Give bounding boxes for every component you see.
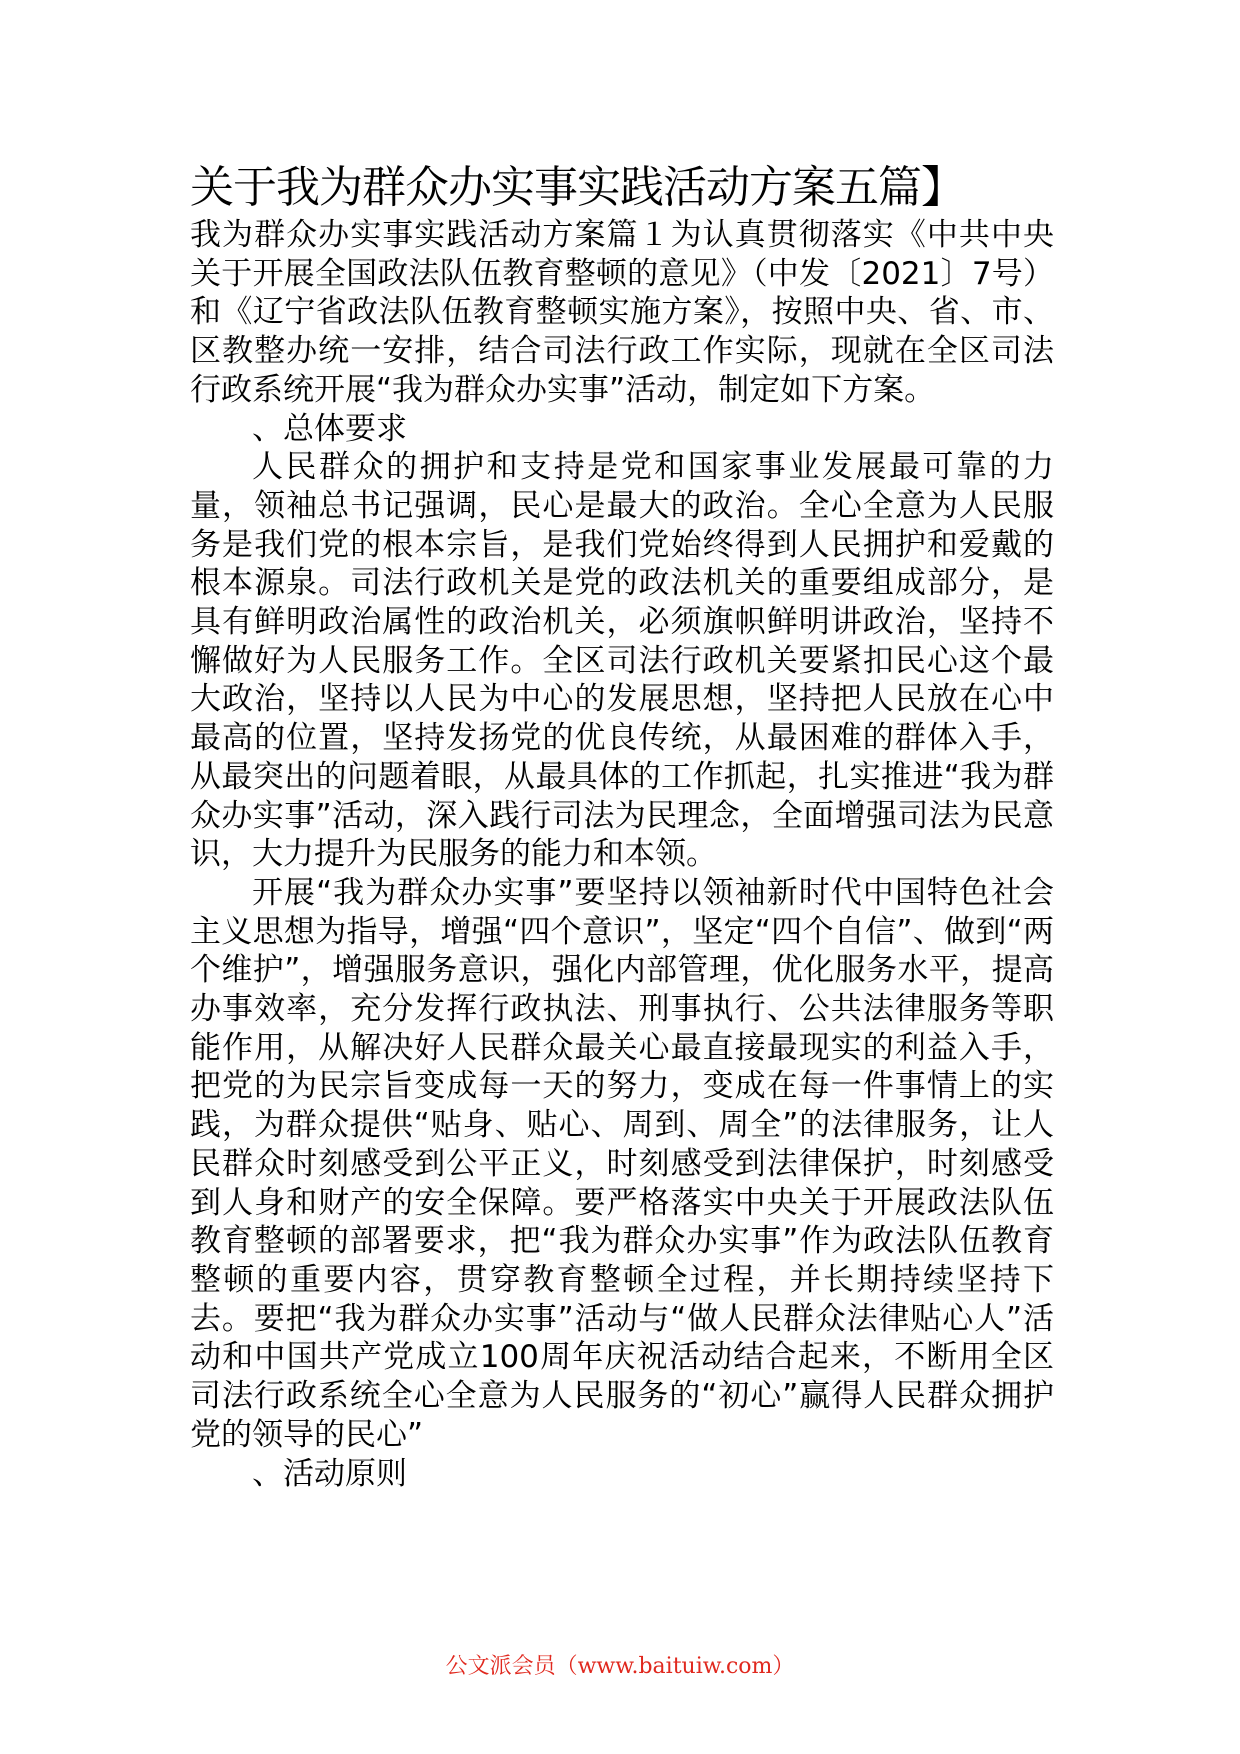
document-body xyxy=(190,160,1054,1493)
section-heading-principles: 、活动原则 xyxy=(252,1455,407,1492)
document-title: 关于我为群众办实事实践活动方案五篇】 xyxy=(190,162,964,213)
body-paragraph-2: 开展“我为群众办实事”要坚持以领袖新时代中国特色社会主义思想为指导，增强“四个意识”，坚定“四个自信”、做到“两个维护”，增强服务意识，强化内部管理，优化服务水平，提高办事效率，充分发挥行政执法、刑事执行、公共法律服务等职能作用，从解决好人民群众最关心最直接最现实的利益入手，把党的为民宗旨变成每一天的努力，变成在每一件事情上的实践，为群众提供“贴身、贴心、周到、周全”的法律服务，让人民群众时刻感受到公平正义，时刻感受到法律保护，时刻感受到人身和财产的安全保障。要严格落实中央关于开展政法队伍教育整顿的部署要求，把“我为群众办实事”作为政法队伍教育整顿的重要内容，贯穿教育整顿全过程，并长期持续坚持下去。要把“我为群众办实事”活动与“做人民群众法律贴心人”活动和中国共产党成立100周年庆祝活动结合起来，不断用全区司法行政系统全心全意为人民服务的“初心”赢得人民群众拥护党的领导的民心” xyxy=(190,874,1054,1453)
section-heading-overall-requirements: 、总体要求 xyxy=(252,410,407,447)
intro-paragraph: 我为群众办实事实践活动方案篇１为认真贯彻落实《中共中央关于开展全国政法队伍教育整顿的意见》（中发〔2021〕7号）和《辽宁省政法队伍教育整顿实施方案》，按照中央、省、市、区教整办统一安排，结合司法行政工作实际，现就在全区司法行政系统开展“我为群众办实事”活动，制定如下方案。 xyxy=(190,217,1054,408)
footer-watermark-link[interactable]: 公文派会员（www.baituiw.com） xyxy=(445,1654,795,1679)
body-paragraph-1: 人民群众的拥护和支持是党和国家事业发展最可靠的力量，领袖总书记强调，民心是最大的政治。全心全意为人民服务是我们党的根本宗旨，是我们党始终得到人民拥护和爱戴的根本源泉。司法行政机关是党的政法机关的重要组成部分，是具有鲜明政治属性的政治机关，必须旗帜鲜明讲政治，坚持不懈做好为人民服务工作。全区司法行政机关要紧扣民心这个最大政治，坚持以人民为中心的发展思想，坚持把人民放在心中最高的位置，坚持发扬党的优良传统，从最困难的群体入手，从最突出的问题着眼，从最具体的工作抓起，扎实推进“我为群众办实事”活动，深入践行司法为民理念，全面增强司法为民意识，大力提升为民服务的能力和本领。 xyxy=(190,449,1054,873)
